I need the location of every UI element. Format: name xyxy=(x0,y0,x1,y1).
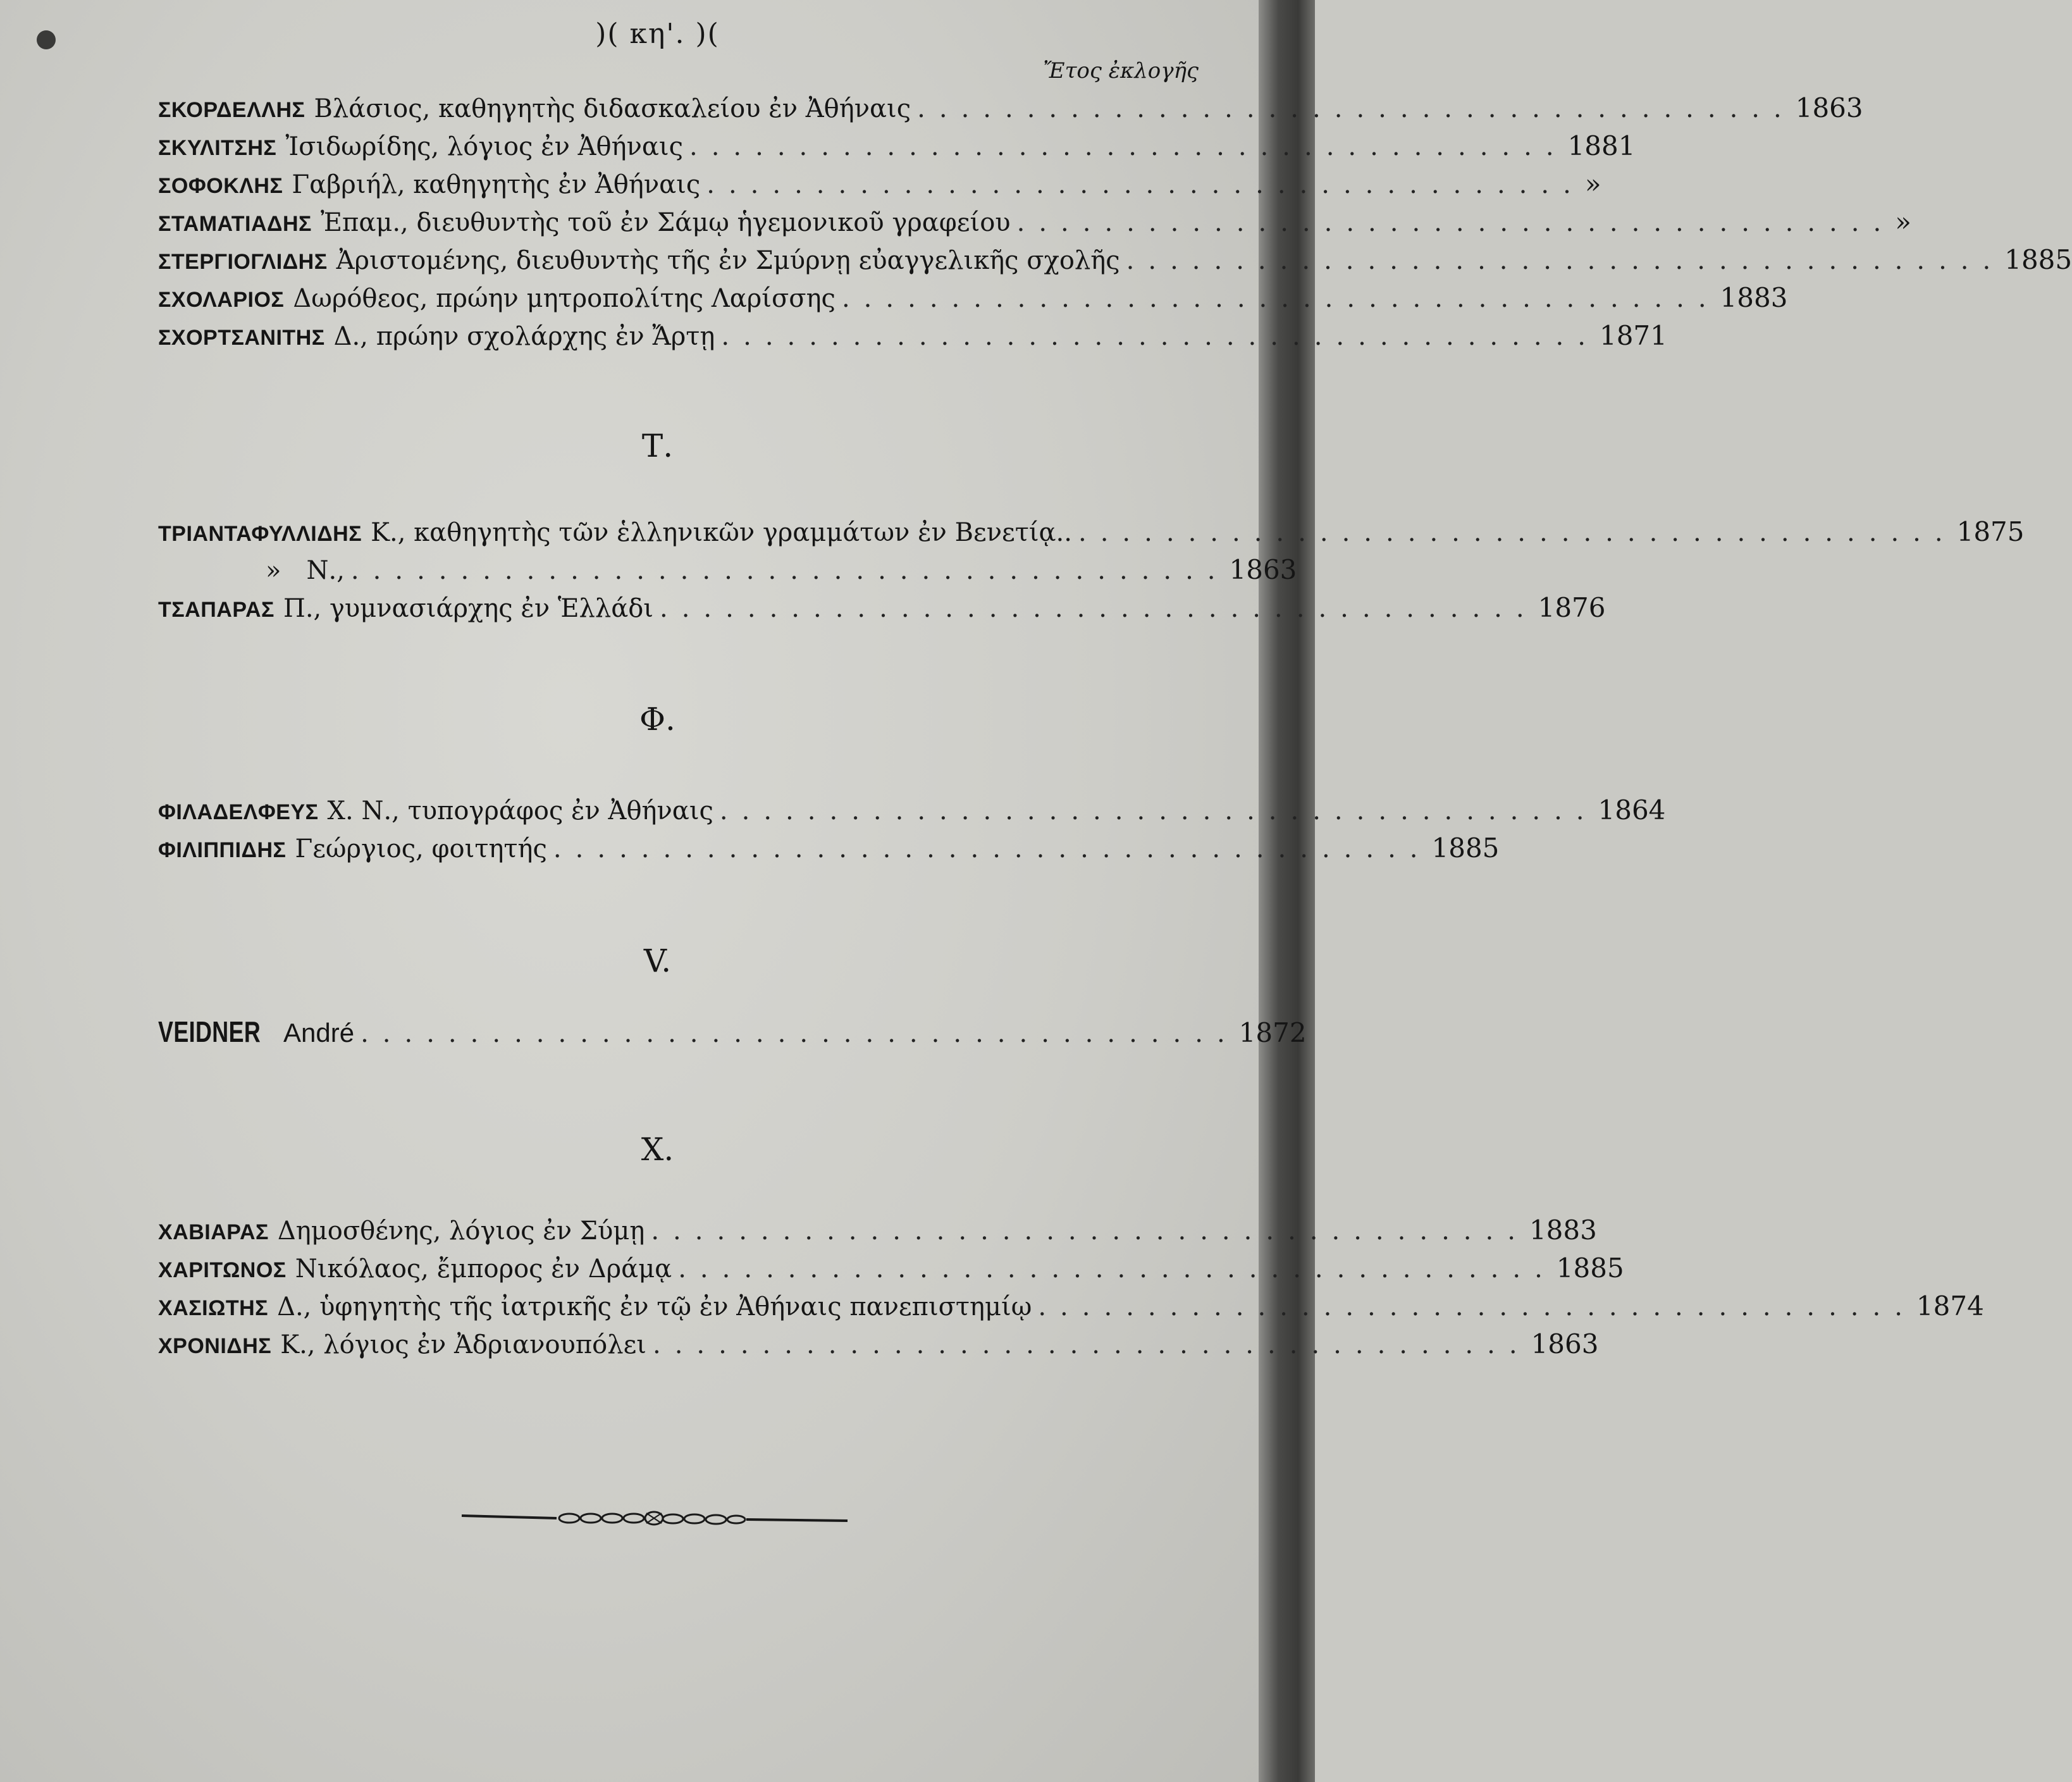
entry-description: Γεώργιος, φοιτητής xyxy=(295,834,547,863)
list-entry xyxy=(158,92,1863,130)
leader-dots: ........................................ xyxy=(361,1019,1239,1048)
list-entry xyxy=(158,244,2072,282)
list-entry xyxy=(158,795,1666,832)
leader-dots: ........................................ xyxy=(721,322,1600,351)
ornamental-rule xyxy=(462,1506,848,1531)
entry-surname: ΧΑΒΙΑΡΑΣ xyxy=(158,1220,269,1244)
entry-description: Π., γυμνασιάρχης ἐν Ἑλλάδι xyxy=(283,594,653,623)
entry-surname: ΣΟΦΟΚΛΗΣ xyxy=(158,174,283,198)
entry-description: Κ., λόγιος ἐν Ἀδριανουπόλει xyxy=(280,1330,646,1359)
entry-year: » xyxy=(1584,168,1601,199)
entry-year: 1875 xyxy=(1956,516,2025,547)
entry-year: 1883 xyxy=(1720,282,1788,313)
section-letter-heading: Τ. xyxy=(641,428,674,464)
entry-description: Ν., xyxy=(306,556,345,585)
entry-year: 1885 xyxy=(1556,1253,1624,1284)
entry-description: Δημοσθένης, λόγιος ἐν Σύμῃ xyxy=(277,1216,645,1246)
entry-description: Ἐπαμ., διευθυντὴς τοῦ ἐν Σάμῳ ἡγεμονικοῦ γραφείου xyxy=(320,208,1011,237)
entry-surname: ΧΑΡΙΤΩΝΟΣ xyxy=(158,1258,287,1282)
section-letter-heading: Χ. xyxy=(641,1131,674,1168)
entry-year: 1872 xyxy=(1238,1017,1307,1048)
leader-dots: ........................................ xyxy=(1016,208,1896,237)
entry-description: Νικόλαος, ἔμπορος ἐν Δράμᾳ xyxy=(295,1254,672,1284)
ditto-mark: » xyxy=(266,556,281,585)
entry-description: Βλάσιος, καθηγητὴς διδασκαλείου ἐν Ἀθήναις xyxy=(314,94,911,123)
leader-dots: ........................................ xyxy=(651,1216,1529,1246)
entry-year: 1883 xyxy=(1529,1215,1597,1246)
list-entry xyxy=(158,1253,1624,1290)
leader-dots: ........................................ xyxy=(1038,1292,1916,1321)
entry-surname: ΣΧΟΡΤΣΑΝΙΤΗΣ xyxy=(158,326,325,350)
entry-year: 1874 xyxy=(1916,1290,1984,1321)
entry-description: Ἰσιδωρίδης, λόγιος ἐν Ἀθήναις xyxy=(285,132,683,161)
year-column-heading: Ἔτος ἐκλογῆς xyxy=(1043,58,1199,84)
entry-surname: ΣΤΕΡΓΙΟΓΛΙΔΗΣ xyxy=(158,250,328,274)
entry-surname: ΣΧΟΛΑΡΙΟΣ xyxy=(158,288,285,312)
entry-surname: ΣΚΥΛΙΤΣΗΣ xyxy=(158,136,277,160)
list-entry xyxy=(158,554,1297,592)
list-entry xyxy=(158,1290,1984,1328)
entry-surname: ΦΙΛΑΔΕΛΦΕΥΣ xyxy=(158,800,319,824)
list-entry xyxy=(158,1015,1307,1053)
entry-year: 1863 xyxy=(1795,92,1863,123)
leader-dots: ........................................ xyxy=(706,170,1585,199)
list-entry xyxy=(158,130,1636,168)
list-entry xyxy=(158,592,1606,630)
section-letter-heading: V. xyxy=(643,943,672,979)
list-entry xyxy=(158,320,1667,358)
list-entry xyxy=(158,206,1911,244)
leader-dots: ........................................ xyxy=(678,1254,1557,1284)
entry-description: Ἀριστομένης, διευθυντὴς τῆς ἐν Σμύρνῃ εὐαγγελικῆς σχολῆς xyxy=(336,246,1120,275)
entry-description: Γαβριήλ, καθηγητὴς ἐν Ἀθήναις xyxy=(292,170,701,199)
entry-year: 1876 xyxy=(1538,592,1606,623)
leader-dots: ........................................ xyxy=(689,132,1568,161)
entry-surname: ΦΙΛΙΠΠΙΔΗΣ xyxy=(158,838,287,862)
entry-surname: VEIDNER xyxy=(158,1015,261,1048)
list-entry xyxy=(158,168,1601,206)
entry-surname: ΤΣΑΠΑΡΑΣ xyxy=(158,598,274,622)
leader-dots: ........................................ xyxy=(553,834,1432,863)
page-number-header: )( κη'. )( xyxy=(595,18,720,50)
entry-year: 1885 xyxy=(2004,244,2072,275)
entry-surname: ΣΚΟΡΔΕΛΛΗΣ xyxy=(158,98,305,122)
entry-surname: ΣΤΑΜΑΤΙΑΔΗΣ xyxy=(158,212,312,236)
list-entry xyxy=(158,282,1788,320)
entry-description: Δ., πρώην σχολάρχης ἐν Ἄρτῃ xyxy=(333,322,715,351)
leader-dots: ........................................ xyxy=(1126,246,2005,275)
entry-year: 1885 xyxy=(1431,832,1500,863)
entry-surname: ΤΡΙΑΝΤΑΦΥΛΛΙΔΗΣ xyxy=(158,522,362,546)
list-entry xyxy=(158,1328,1599,1366)
leader-dots: ........................................ xyxy=(350,556,1230,585)
entry-year: 1863 xyxy=(1531,1328,1599,1359)
entry-description: André xyxy=(283,1018,355,1048)
entry-description: Δωρόθεος, πρώην μητροπολίτης Λαρίσσης xyxy=(293,284,836,313)
entry-surname: ΧΑΣΙΩΤΗΣ xyxy=(158,1296,269,1320)
list-entry xyxy=(158,832,1500,870)
leader-dots: ........................................ xyxy=(917,94,1796,123)
entry-surname: ΧΡΟΝΙΔΗΣ xyxy=(158,1334,272,1358)
leader-dots: ........................................ xyxy=(719,796,1598,826)
list-entry xyxy=(158,516,2025,554)
entry-year: » xyxy=(1895,206,1911,237)
leader-dots: ........................................ xyxy=(841,284,1720,313)
section-letter-heading: Φ. xyxy=(639,701,675,738)
entry-year: 1871 xyxy=(1599,320,1667,351)
entry-description: Κ., καθηγητὴς τῶν ἑλληνικῶν γραμμάτων ἐν Βενετίᾳ.. xyxy=(371,518,1072,547)
leader-dots: ........................................ xyxy=(660,594,1538,623)
leader-dots: ........................................ xyxy=(652,1330,1531,1359)
list-entry xyxy=(158,1215,1597,1253)
entry-year: 1864 xyxy=(1598,795,1666,826)
entry-description: Χ. Ν., τυπογράφος ἐν Ἀθήναις xyxy=(327,796,713,826)
entry-year: 1863 xyxy=(1229,554,1297,585)
leader-dots: ........................................ xyxy=(1078,518,1957,547)
entry-year: 1881 xyxy=(1567,130,1636,161)
entry-description: Δ., ὑφηγητὴς τῆς ἰατρικῆς ἐν τῷ ἐν Ἀθήναις πανεπιστημίῳ xyxy=(277,1292,1032,1321)
